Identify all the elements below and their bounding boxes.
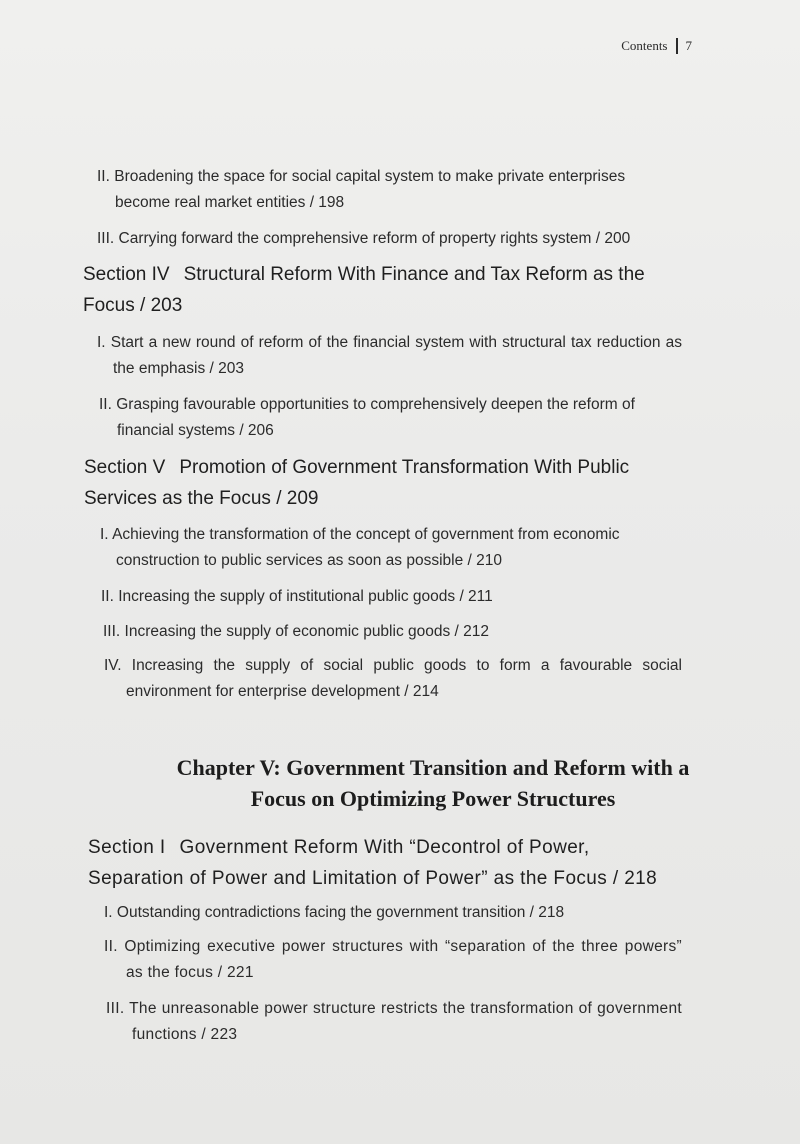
toc-entry-text: II. Grasping favourable opportunities to comprehensively deepen the reform of financial systems / 206 [99,396,635,439]
chapter-heading [0,752,800,814]
running-head-title: Contents [621,38,668,53]
toc-entry-text: I. Outstanding contradictions facing the government transition / 218 [104,904,565,921]
chapter-heading-line-2: Focus on Optimizing Power Structures [250,786,616,811]
toc-entry-text: I. Achieving the transformation of the concept of government from economic construction to public services as soon as possible / 210 [100,526,620,569]
running-head [621,38,692,54]
page-number: 7 [685,38,692,53]
toc-entry-text: II. Optimizing executive power structures with “separation of the three powers” as the focus / 221 [104,938,682,981]
running-head-divider [676,38,678,54]
toc-entry-broadening-space [97,164,800,216]
toc-entry-property-rights [97,226,800,252]
toc-section-i [88,832,800,894]
toc-entry-institutional-goods [101,584,800,610]
section-title: Government Reform With “Decontrol of Power, Separation of Power and Limitation of Power” as the Focus / 218 [88,837,658,889]
toc-entry-concept-of-government [100,522,800,574]
section-label: Section I [88,837,166,858]
toc-entry-text: II. Broadening the space for social capital system to make private enterprises become real market entities / 198 [97,168,626,211]
toc-entry-text: IV. Increasing the supply of social public goods to form a favourable social environment for enterprise development / 214 [104,657,682,700]
toc-entry-economic-goods [103,619,800,645]
toc-entry-tax-reduction [97,330,800,382]
toc-entry-text: III. Increasing the supply of economic public goods / 212 [103,623,490,640]
chapter-heading-line-1: Chapter V: Government Transition and Reform with a [176,755,690,780]
toc-entry-text: III. The unreasonable power structure restricts the transformation of government functions / 223 [106,1000,682,1043]
toc-entry-text: III. Carrying forward the comprehensive reform of property rights system / 200 [97,230,631,247]
toc-entry-outstanding-contradictions [104,900,800,926]
toc-entry-power-structure [106,996,800,1048]
section-label: Section IV [83,264,170,285]
toc-entry-text: II. Increasing the supply of institutional public goods / 211 [101,588,493,605]
toc-entry-text: I. Start a new round of reform of the financial system with structural tax reduction as the emphasis / 203 [97,334,682,377]
toc-entry-financial-systems [99,392,800,444]
section-label: Section V [84,457,166,478]
toc-entry-social-goods [104,653,800,705]
toc-section-iv [83,259,800,321]
toc-section-v [84,452,800,514]
section-title: Structural Reform With Finance and Tax Reform as the Focus / 203 [83,264,645,316]
section-title: Promotion of Government Transformation With Public Services as the Focus / 209 [84,457,630,509]
toc-entry-executive-power [104,934,800,986]
